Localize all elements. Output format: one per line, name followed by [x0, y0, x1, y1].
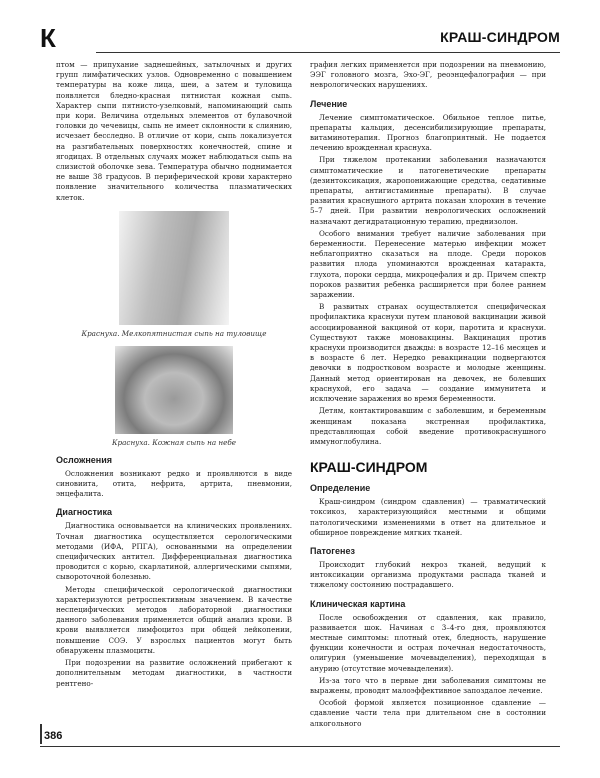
paragraph: Особой формой является позиционное сдавление — сдавление части тела при длительном сне в состоянии алкогольного [310, 698, 546, 728]
paragraph: графия легких применяется при подозрении на пневмонию, ЭЭГ головного мозга, Эхо-ЭГ, реоэнцефалография — при неврологических нарушениях. [310, 60, 546, 90]
section-heading-complications: Осложнения [56, 454, 113, 465]
paragraph: Особого внимания требует наличие заболевания при беременности. Перенесение матерью инфекции может неблагоприятно сказаться на плоде. Среди пороков развития плода упоминаются врожденная катаракта, глухота, пороки сердца, микроцефалия и др. Причем спектр пороков развития ребенка расширяется при более раннем заражении. [310, 228, 546, 300]
paragraph: Осложнения возникают редко и проявляются в виде синовиита, отита, нефрита, артрита, пневмонии, энцефалита. [56, 468, 292, 499]
footer-tab-mark [40, 724, 42, 744]
footer-rule [40, 746, 560, 747]
article-title: КРАШ-СИНДРОМ [310, 459, 428, 476]
running-title: КРАШ-СИНДРОМ [440, 29, 560, 45]
paragraph: Методы специфической серологической диагностики характеризуются ретроспективным значением. В качестве неспецифических методов лабораторной диагностики данного заболевания применяется общий анализ крови. В крови выявляется лимфоцитоз при общей лейкопении, повышение СОЭ. У взрослых пациентов могут быть обнаружены плазмоциты. [56, 584, 292, 655]
left-column [56, 60, 292, 691]
section-heading-pathogenesis: Патогенез [310, 545, 355, 556]
paragraph: При тяжелом протекании заболевания назначаются симптоматические и патогенетические препараты (дезинтоксикация, жаропонижающие средства, седативные препараты, антигистаминные препараты). В случае развития краснушного артрита показан хлорохин в течение 5–7 дней. При развитии неврологических осложнений назначают дегидратационную терапию, преднизолон. [310, 155, 546, 226]
paragraph: В развитых странах осуществляется специфическая профилактика краснухи путем плановой вакцинации живой ассоциированной вакциной от кори, паротита и краснухи. Существуют также моновакцины. Вакцинация против краснухи производится дважды: в возрасте 12–16 месяцев и в возрасте 6 лет. Нередко ревакцинации подвергаются девочки в подростковом возрасте и молодые женщины. Данный метод ориентирован на девочек, не болевших краснухой, его задача — создание иммунитета и исключение заражения во время беременности. [310, 302, 546, 404]
alphabet-letter-marker: К [40, 23, 56, 53]
paragraph: Диагностика основывается на клинических проявлениях. Точная диагностика осуществляется серологическими методами (ИФА, РПГА), основанными на определении специфических антител. Дифференциальная диагностика проводится с корью, скарлатиной, аллергическими сыпями, сывороточной болезнью. [56, 521, 292, 582]
section-heading-diagnostics: Диагностика [56, 507, 112, 518]
figure-trunk-rash [56, 211, 292, 338]
page-number: 386 [44, 730, 63, 742]
rash-photo-image [119, 211, 229, 325]
section-heading-definition: Определение [310, 483, 371, 494]
figure-caption: Краснуха. Мелкопятнистая сыпь на туловище [81, 328, 267, 338]
section-heading-clinical: Клиническая картина [310, 598, 406, 609]
figure-palate-rash [56, 346, 292, 447]
paragraph: Детям, контактировавшим с заболевшим, и беременным женщинам показана экстренная профилактика, представляющая собой введение противокраснушного иммуноглобулина. [310, 406, 546, 446]
figure-caption: Краснуха. Кожная сыпь на небе [111, 437, 237, 447]
section-heading-treatment: Лечение [310, 98, 348, 109]
paragraph: Происходит глубокий некроз тканей, ведущий к интоксикации организма продуктами распада тканей и тяжелому состоянию пострадавшего. [310, 559, 546, 590]
paragraph: Из-за того что в первые дни заболевания симптомы не выражены, проводят малоэффективное запоздалое лечение. [310, 675, 546, 695]
paragraph: После освобождения от сдавления, как правило, развивается шок. Начиная с 3–4-го дня, проявляются местные симптомы: плотный отек, бледность, нарушение функции конечности и острая почечная недостаточность, олигурия (уменьшение мочевыделения), переходящая в анурию (отсутствие мочевыделения). [310, 612, 546, 673]
paragraph: Лечение симптоматическое. Обильное теплое питье, препараты кальция, десенсибилизирующие препараты, витаминотерапия. Прогноз благоприятный. Не подается лечению врожденная краснуха. [310, 112, 546, 153]
paragraph: птом — припухание заднешейных, затылочных и других групп лимфатических узлов. Одновременно с повышением температуры на коже лица, шеи, а затем и туловища появляется бледно-красная пятнистая кожная сыпь. Характер сыпи пятнисто-узелковый, напоминающий сыпь при кори. Величина отдельных элементов от булавочной головки до чечевицы, сыпь не имеет склонности к слиянию, исчезает бесследно. В отличие от кори, сыпь локализуется на разгибательных поверхностях конечностей, спине и ягодицах. В отдельных случаях может наблюдаться сыпь на слизистой оболочке зева. Температура обычно поднимается не выше 38 градусов. В периферической крови характерно появление значительного количества плазматических клеток. [56, 60, 292, 202]
header-rule [96, 52, 560, 53]
paragraph: При подозрении на развитие осложнений прибегают к дополнительным методам диагностики, в частности рентгено- [56, 658, 292, 688]
paragraph: Краш-синдром (синдром сдавления) — травматический токсикоз, характеризующийся местными и общими патологическими изменениями в ответ на длительное и обширное повреждение мягких тканей. [310, 497, 546, 537]
palate-photo-image [115, 346, 233, 434]
right-column [310, 60, 546, 731]
